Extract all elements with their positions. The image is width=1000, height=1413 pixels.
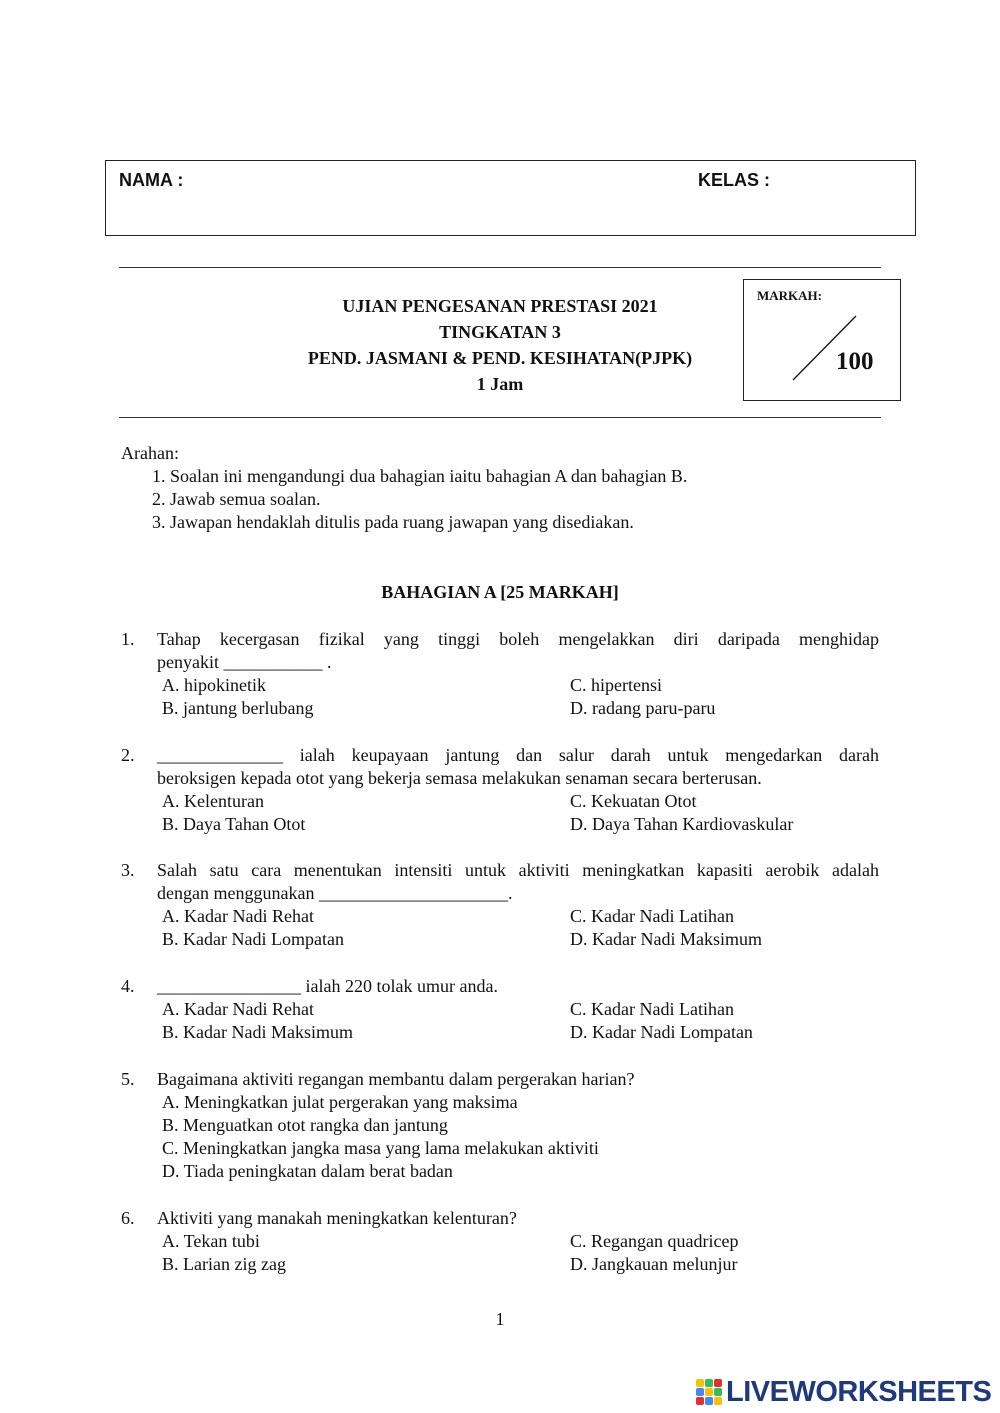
answer-option[interactable]: A. Kelenturan bbox=[162, 791, 264, 811]
instruction-item: 2. Jawab semua soalan. bbox=[152, 489, 321, 509]
answer-option[interactable]: B. jantung berlubang bbox=[162, 698, 314, 718]
answer-option[interactable]: D. Daya Tahan Kardiovaskular bbox=[570, 814, 794, 834]
answer-option[interactable]: A. Kadar Nadi Rehat bbox=[162, 906, 314, 926]
question-text: ________________ ialah 220 tolak umur anda. bbox=[157, 976, 498, 996]
question-text: Salah satu cara menentukan intensiti untuk aktiviti meningkatkan kapasiti aerobik adalah bbox=[157, 860, 879, 880]
question-text: dengan menggunakan _____________________. bbox=[157, 883, 513, 903]
exam-form: TINGKATAN 3 bbox=[439, 322, 561, 342]
answer-option[interactable]: B. Kadar Nadi Lompatan bbox=[162, 929, 344, 949]
question-number: 1. bbox=[121, 629, 135, 649]
question-text: beroksigen kepada otot yang bekerja semasa melakukan senaman secara berterusan. bbox=[157, 768, 762, 788]
name-label: NAMA : bbox=[119, 170, 184, 190]
instruction-item: 3. Jawapan hendaklah ditulis pada ruang jawapan yang disediakan. bbox=[152, 512, 634, 532]
liveworksheets-logo bbox=[696, 1376, 991, 1408]
exam-subject: PEND. JASMANI & PEND. KESIHATAN(PJPK) bbox=[307, 348, 693, 368]
page-number: 1 bbox=[495, 1309, 505, 1329]
answer-option[interactable]: A. Meningkatkan julat pergerakan yang maksima bbox=[162, 1092, 518, 1112]
answer-option[interactable]: B. Kadar Nadi Maksimum bbox=[162, 1022, 353, 1042]
liveworksheets-wordmark: LIVEWORKSHEETS bbox=[726, 1375, 992, 1408]
divider-top bbox=[119, 267, 881, 268]
student-info-box bbox=[105, 160, 916, 236]
question-number: 3. bbox=[121, 860, 135, 880]
answer-option[interactable]: B. Daya Tahan Otot bbox=[162, 814, 306, 834]
divider-bottom bbox=[119, 417, 881, 418]
answer-option[interactable]: D. Jangkauan melunjur bbox=[570, 1254, 738, 1274]
answer-option[interactable]: C. hipertensi bbox=[570, 675, 662, 695]
answer-option[interactable]: C. Kadar Nadi Latihan bbox=[570, 999, 734, 1019]
question-text: Bagaimana aktiviti regangan membantu dalam pergerakan harian? bbox=[157, 1069, 635, 1089]
question-number: 2. bbox=[121, 745, 135, 765]
answer-option[interactable]: C. Regangan quadricep bbox=[570, 1231, 739, 1251]
instruction-item: 1. Soalan ini mengandungi dua bahagian iaitu bahagian A dan bahagian B. bbox=[152, 466, 688, 486]
answer-option[interactable]: D. Kadar Nadi Maksimum bbox=[570, 929, 762, 949]
question-text: Tahap kecergasan fizikal yang tinggi boleh mengelakkan diri daripada menghidap bbox=[157, 629, 879, 649]
answer-option[interactable]: B. Menguatkan otot rangka dan jantung bbox=[162, 1115, 448, 1135]
question-text: Aktiviti yang manakah meningkatkan kelenturan? bbox=[157, 1208, 517, 1228]
exam-title: UJIAN PENGESANAN PRESTASI 2021 bbox=[342, 296, 658, 316]
question-number: 4. bbox=[121, 976, 135, 996]
answer-option[interactable]: C. Kadar Nadi Latihan bbox=[570, 906, 734, 926]
answer-option[interactable]: A. hipokinetik bbox=[162, 675, 266, 695]
answer-option[interactable]: D. Tiada peningkatan dalam berat badan bbox=[162, 1161, 453, 1181]
exam-duration: 1 Jam bbox=[476, 374, 524, 394]
answer-option[interactable]: D. Kadar Nadi Lompatan bbox=[570, 1022, 753, 1042]
answer-option[interactable]: C. Kekuatan Otot bbox=[570, 791, 697, 811]
marks-label: MARKAH: bbox=[757, 288, 822, 303]
question-text: ______________ ialah keupayaan jantung dan salur darah untuk mengedarkan darah bbox=[157, 745, 879, 765]
marks-slash bbox=[744, 280, 900, 400]
question-number: 5. bbox=[121, 1069, 135, 1089]
section-heading: BAHAGIAN A [25 MARKAH] bbox=[381, 582, 619, 602]
marks-box bbox=[743, 279, 901, 401]
class-label: KELAS : bbox=[698, 170, 770, 190]
liveworksheets-logo-icon bbox=[696, 1379, 722, 1405]
answer-option[interactable]: B. Larian zig zag bbox=[162, 1254, 286, 1274]
question-number: 6. bbox=[121, 1208, 135, 1228]
answer-option[interactable]: A. Tekan tubi bbox=[162, 1231, 260, 1251]
answer-option[interactable]: A. Kadar Nadi Rehat bbox=[162, 999, 314, 1019]
answer-option[interactable]: C. Meningkatkan jangka masa yang lama melakukan aktiviti bbox=[162, 1138, 599, 1158]
question-text: penyakit ___________ . bbox=[157, 652, 332, 672]
instructions-heading: Arahan: bbox=[121, 443, 179, 463]
answer-option[interactable]: D. radang paru-paru bbox=[570, 698, 716, 718]
marks-total: 100 bbox=[836, 348, 874, 375]
